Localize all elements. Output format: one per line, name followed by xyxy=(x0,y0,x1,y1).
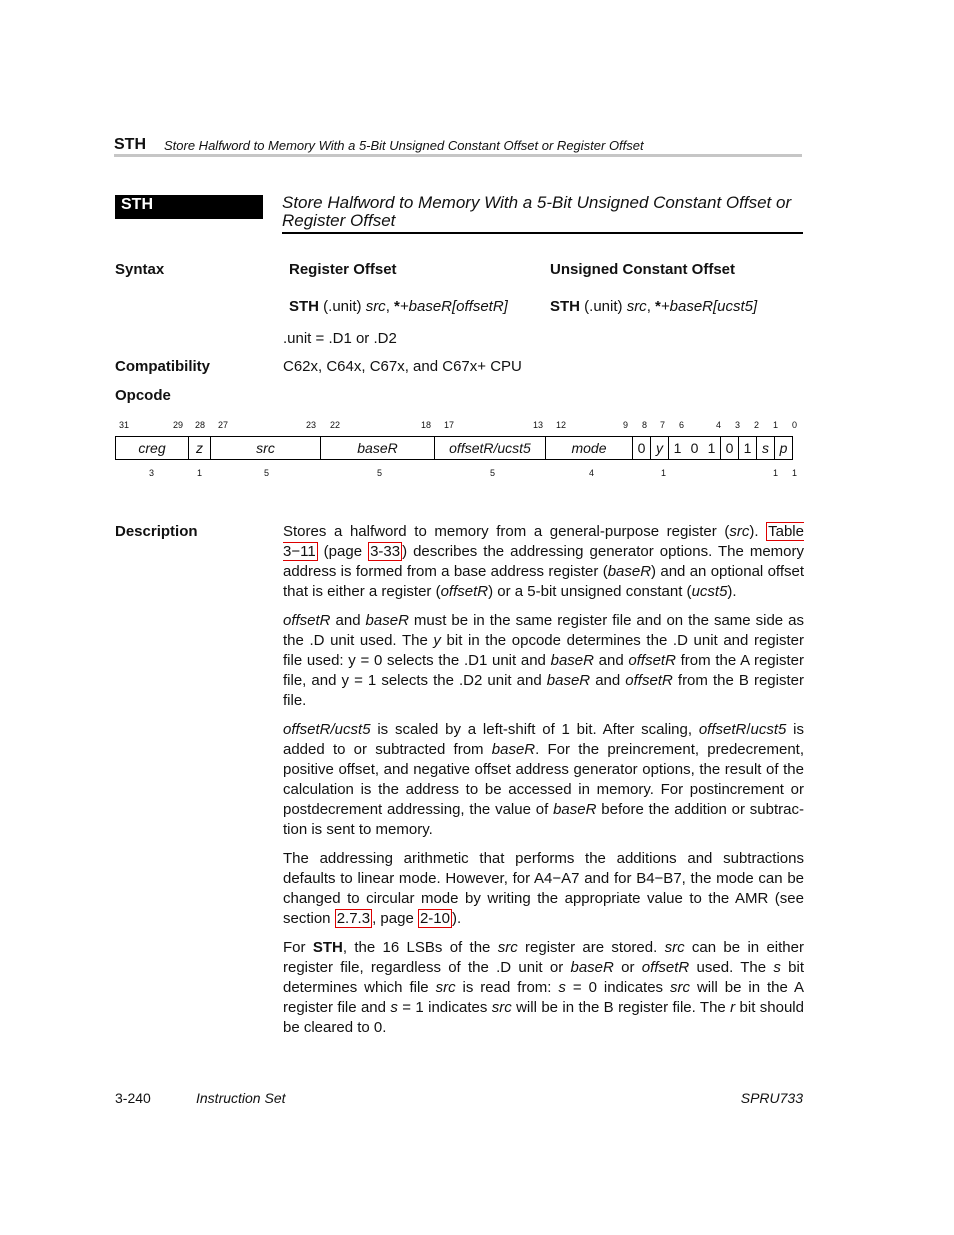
field-width: 1 xyxy=(661,468,667,478)
description-body xyxy=(283,522,804,1047)
syntax-unit-line: .unit = .D1 or .D2 xyxy=(283,330,397,347)
field-width: 5 xyxy=(377,468,383,478)
text: Stores a halfword to memory from a general-purpose register ( xyxy=(283,523,730,540)
text: is scaled by a left-shift of 1 bit. After scaling, xyxy=(370,721,699,738)
term-src: src xyxy=(664,939,685,956)
bit-number: 22 xyxy=(330,420,341,430)
section-link[interactable]: 2.7.3 xyxy=(336,910,371,927)
text: and xyxy=(593,652,629,669)
syntax-register-offset-heading: Register Offset xyxy=(289,261,397,278)
bit-number: 0 xyxy=(792,420,798,430)
field-p: p xyxy=(775,437,793,460)
bit-number: 2 xyxy=(754,420,760,430)
field-bit-1: 1 xyxy=(669,437,687,460)
term-s: s xyxy=(390,999,398,1016)
bit-number: 9 xyxy=(623,420,629,430)
text: (page xyxy=(317,543,369,560)
text: For xyxy=(283,939,313,956)
syntax-src: src xyxy=(626,298,647,315)
term-baser: baseR xyxy=(491,741,536,758)
text: = 1 indicates xyxy=(397,999,492,1016)
text: ). xyxy=(749,523,767,540)
syntax-op: STH xyxy=(289,298,319,315)
field-y: y xyxy=(651,437,669,460)
text: or xyxy=(613,959,642,976)
field-width: 5 xyxy=(490,468,496,478)
section-title xyxy=(282,194,802,230)
syntax-constant-offset-form xyxy=(550,298,757,315)
section-mnemonic-box xyxy=(115,195,263,219)
header-rule xyxy=(114,154,802,157)
field-offsetr-ucst5: offsetR/ucst5 xyxy=(435,437,546,460)
text: bit should be cleared to 0. xyxy=(283,999,804,1036)
field-bit-0: 0 xyxy=(721,437,739,460)
text: / xyxy=(746,721,751,738)
term-src: src xyxy=(491,999,512,1016)
term-src: src xyxy=(670,979,691,996)
field-width: 5 xyxy=(264,468,270,478)
text: register are stored. xyxy=(517,939,665,956)
term-offsetr: offsetR xyxy=(641,959,690,976)
term-y: y xyxy=(433,632,441,649)
term-src: src xyxy=(497,939,518,956)
bit-number: 3 xyxy=(735,420,741,430)
term-s: s xyxy=(773,959,781,976)
field-bit-1: 1 xyxy=(739,437,757,460)
term-baser: baseR xyxy=(553,801,597,818)
text: will be in the A register file and xyxy=(283,979,804,1016)
field-width: 1 xyxy=(197,468,203,478)
term-ucst5: ucst5 xyxy=(691,583,728,600)
term-s: s xyxy=(558,979,566,996)
section-title-line1: Store Halfword to Memory With a 5-Bit Unsigned Constant Offset or xyxy=(282,193,792,212)
compatibility-value: C62x, C64x, C67x, and C67x+ CPU xyxy=(283,358,522,375)
text: ) or a 5-bit unsigned constant ( xyxy=(488,583,692,600)
field-bit-0: 0 xyxy=(686,437,703,460)
syntax-comma: , xyxy=(385,298,395,315)
term-baser: baseR xyxy=(365,612,409,629)
syntax-register-offset-form xyxy=(289,298,508,315)
bit-number: 27 xyxy=(218,420,229,430)
field-width: 4 xyxy=(589,468,595,478)
bit-number: 13 xyxy=(533,420,544,430)
running-header-mnemonic: STH xyxy=(114,136,146,153)
compatibility-label: Compatibility xyxy=(115,358,211,375)
text: bit in the opcode determines the .D unit and register file used: y = 0 selects the .D1 unit and xyxy=(283,632,804,669)
text: from the B register file. xyxy=(283,672,804,709)
term-offsetr: offsetR xyxy=(625,672,673,689)
table-link[interactable]: Table 3−11 xyxy=(283,523,804,560)
running-header-title: Store Halfword to Memory With a 5-Bit Unsigned Constant Offset or Register Offset xyxy=(164,138,644,153)
term-baser: baseR xyxy=(570,959,614,976)
text: ). xyxy=(727,583,737,600)
text: , the 16 LSBs of the xyxy=(342,939,498,956)
text: . For the preincrement, predecrement, positive offset, and negative offset address generator options, the result of the calculation is the address to be accessed in memory. For postincrement or postdecrement addressing, the value of xyxy=(283,741,804,818)
syntax-unit: (.unit) xyxy=(580,298,627,315)
bit-number: 4 xyxy=(716,420,722,430)
syntax-base-offset: +baseR[offsetR] xyxy=(399,298,508,315)
text: The addressing arithmetic that performs the additions and subtractions defaults to linear mode. However, for A4−A7 and for B4−B7, the mode can be changed to circular mode by writing the appropriate value to the AMR (see section xyxy=(283,850,804,927)
page-link[interactable]: 2-10 xyxy=(419,910,450,927)
syntax-comma: , xyxy=(646,298,656,315)
term-baser: baseR xyxy=(546,672,591,689)
bit-number: 12 xyxy=(556,420,567,430)
footer-section-name: Instruction Set xyxy=(196,1090,286,1106)
term-offsetr: offsetR xyxy=(698,721,747,738)
syntax-star: * xyxy=(394,298,400,315)
bit-number: 31 xyxy=(119,420,130,430)
text: from the A register file, and y = 1 selects the .D2 unit and xyxy=(283,652,804,689)
term-offsetr: offsetR xyxy=(283,612,331,629)
text: ) and an optional offset that is either a register ( xyxy=(283,563,804,600)
description-label: Description xyxy=(115,523,198,540)
syntax-op: STH xyxy=(550,298,580,315)
section-mnemonic: STH xyxy=(121,196,153,213)
term-ucst5: ucst5 xyxy=(750,721,787,738)
footer-document-id: SPRU733 xyxy=(740,1090,803,1106)
text: ) describes the addressing generator options. The memory address is formed from a base address register ( xyxy=(283,543,805,580)
field-bit-1: 1 xyxy=(703,437,721,460)
bit-number: 18 xyxy=(421,420,432,430)
section-title-line2: Register Offset xyxy=(282,211,396,230)
field-src: src xyxy=(211,437,321,460)
field-z: z xyxy=(189,437,211,460)
description-paragraph-5 xyxy=(283,938,804,1038)
text: is read from: xyxy=(455,979,559,996)
bit-number: 23 xyxy=(306,420,317,430)
text: is added to or subtracted from xyxy=(283,721,805,758)
bit-number: 1 xyxy=(773,420,779,430)
opcode-label: Opcode xyxy=(115,387,171,404)
syntax-base-ucst: +baseR[ucst5] xyxy=(660,298,758,315)
footer-page-number: 3-240 xyxy=(115,1090,151,1106)
description-paragraph-2 xyxy=(283,611,804,711)
term-offsetr: offsetR xyxy=(628,652,676,669)
syntax-label: Syntax xyxy=(115,261,165,278)
description-paragraph-4 xyxy=(283,849,804,929)
text: , page xyxy=(372,910,418,927)
text: ). xyxy=(451,910,462,927)
page-link[interactable]: 3-33 xyxy=(370,543,401,560)
field-width: 1 xyxy=(792,468,798,478)
term-baser: baseR xyxy=(550,652,594,669)
syntax-unit: (.unit) xyxy=(319,298,366,315)
text: can be in either register file, regardless of the .D unit or xyxy=(283,939,804,976)
text: used. The xyxy=(689,959,774,976)
field-s: s xyxy=(757,437,775,460)
section-rule xyxy=(282,232,803,234)
text: will be in the B register file. The xyxy=(511,999,731,1016)
term-offsetr: offsetR xyxy=(440,583,489,600)
bit-number: 8 xyxy=(642,420,648,430)
text: and xyxy=(330,612,366,629)
field-baser: baseR xyxy=(321,437,435,460)
bit-number: 6 xyxy=(679,420,685,430)
description-paragraph-3 xyxy=(283,720,804,840)
bit-number: 17 xyxy=(444,420,455,430)
bit-number: 29 xyxy=(173,420,184,430)
field-mode: mode xyxy=(546,437,633,460)
text: and xyxy=(590,672,626,689)
field-width: 1 xyxy=(773,468,779,478)
field-width: 3 xyxy=(149,468,155,478)
term-src: src xyxy=(435,979,456,996)
term-r: r xyxy=(730,999,736,1016)
syntax-src: src xyxy=(365,298,386,315)
text: = 0 indicates xyxy=(565,979,671,996)
bit-number: 28 xyxy=(195,420,206,430)
syntax-star: * xyxy=(655,298,661,315)
field-creg: creg xyxy=(116,437,189,460)
syntax-constant-offset-heading: Unsigned Constant Offset xyxy=(550,261,736,278)
text: must be in the same register file and on the same side as the .D unit used. The xyxy=(283,612,804,649)
field-bit-0: 0 xyxy=(633,437,651,460)
term-src: src xyxy=(729,523,750,540)
term-sth: STH xyxy=(312,939,343,956)
text: bit determines which file xyxy=(283,959,804,996)
text: before the addition or subtrac-tion is sent to memory. xyxy=(283,801,804,838)
opcode-table xyxy=(115,436,793,460)
term-baser: baseR xyxy=(607,563,652,580)
description-paragraph-1 xyxy=(283,522,804,602)
bit-number: 7 xyxy=(660,420,666,430)
term-offsetr-ucst5: offsetR/ucst5 xyxy=(283,721,371,738)
